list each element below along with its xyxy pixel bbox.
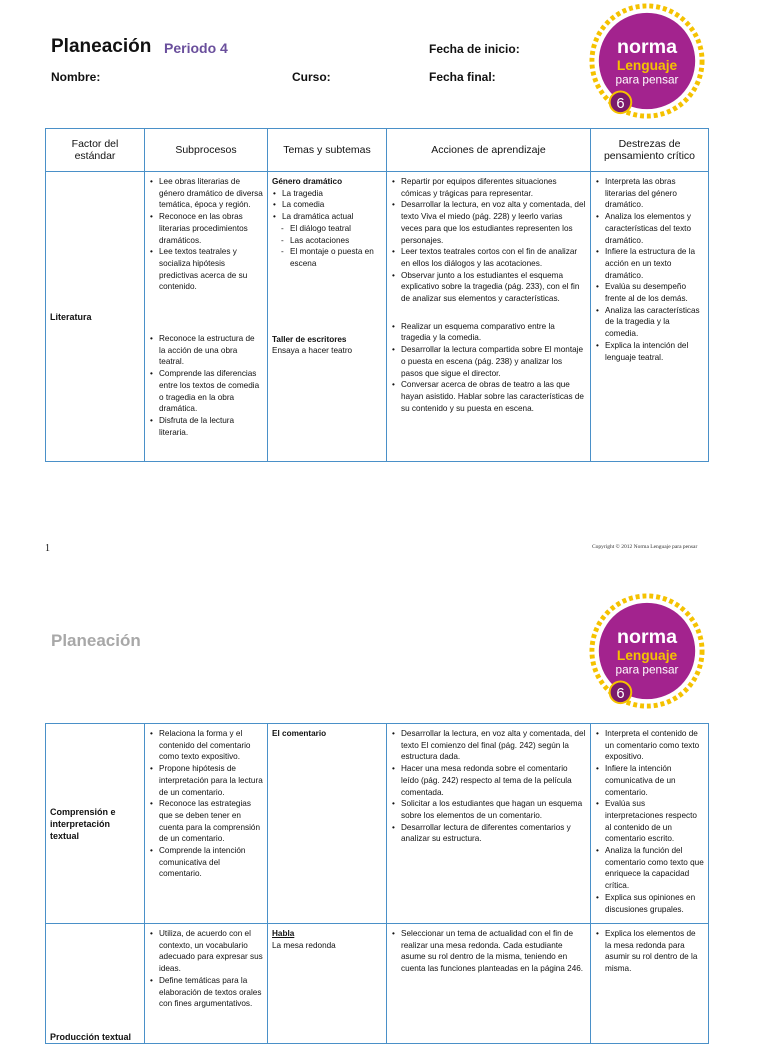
list-item: • Interpreta el contenido de un comentario como texto expositivo.: [605, 728, 704, 763]
list-item: • Propone hipótesis de interpretación para la lectura de un comentario.: [159, 763, 263, 798]
logo-line2-text: para pensar: [615, 72, 679, 87]
list-item: • Evalúa sus interpretaciones respecto al contenido de un comentario escrito.: [605, 798, 704, 845]
skills-cell: [591, 724, 709, 924]
brand-logo: [588, 592, 706, 715]
topic-text: Ensaya a hacer teatro: [272, 346, 353, 356]
logo-line1-text: Lenguaje: [616, 57, 678, 73]
factor-cell: Producción textual: [46, 924, 145, 1044]
list-item: • Hacer una mesa redonda sobre el comentario leído (pág. 242) respecto al tema de la película comentada.: [401, 763, 586, 798]
list-item: • Lee textos teatrales y socializa hipótesis predictivas acerca de su contenido.: [159, 246, 263, 293]
topic-title: Género dramático: [272, 177, 343, 186]
period-label: Periodo 4: [164, 40, 228, 56]
table-row: [46, 924, 709, 1044]
list-item: • Desarrollar lectura de diferentes comentarios y analizar su estructura.: [401, 822, 586, 845]
list-item: • Analiza las características de la tragedia y la comedia.: [605, 305, 704, 340]
list-item: • Observar junto a los estudiantes el esquema explicativo sobre la tragedia (pág. 233), con el fin de analizar sus elementos y características.: [401, 270, 586, 305]
list-item: - Las acotaciones: [290, 235, 382, 247]
list-item: • Lee obras literarias de género dramático de diversa temática, época y región.: [159, 176, 263, 211]
end-date-label: Fecha final:: [429, 70, 496, 84]
list-item: • Solicitar a los estudiantes que hagan un esquema sobre los elementos de un comentario.: [401, 798, 586, 821]
course-label: Curso:: [292, 70, 331, 84]
logo-line1-text: Lenguaje: [616, 647, 678, 663]
logo-grade-text: 6: [616, 686, 625, 703]
table-row: [46, 172, 709, 462]
page-title: Planeación: [51, 631, 141, 650]
list-item: • Relaciona la forma y el contenido del comentario como texto expositivo.: [159, 728, 263, 763]
brand-logo: [588, 2, 706, 125]
factor-cell: Literatura: [46, 172, 145, 462]
list-item: • Desarrollar la lectura, en voz alta y comentada, del texto Viva el miedo (pág. 228) y leerlo varias veces para que los estudiantes representen los personajes.: [401, 199, 586, 246]
col-header-subprocesses: Subprocesos: [145, 129, 268, 172]
list-item: • Explica la intención del lenguaje teatral.: [605, 340, 704, 363]
topics-cell: [268, 724, 387, 924]
actions-cell: [387, 724, 591, 924]
topics-cell: [268, 172, 387, 462]
list-item: • Leer textos teatrales cortos con el fin de analizar en ellos los diálogos y las acotaciones.: [401, 246, 586, 269]
planning-table: [45, 128, 709, 462]
list-item: • Infiere la estructura de la acción en un texto dramático.: [605, 246, 704, 281]
col-header-factor: Factor del estándar: [46, 129, 145, 172]
list-item: • Reconoce en las obras literarias procedimientos dramáticos.: [159, 211, 263, 246]
list-item: - El montaje o puesta en escena: [290, 246, 382, 269]
list-item: • Comprende la intención comunicativa del comentario.: [159, 845, 263, 880]
table-header-row: [46, 129, 709, 172]
logo-brand-text: norma: [616, 626, 678, 649]
factor-cell: Comprensión e interpretación textual: [46, 724, 145, 924]
topics-cell: [268, 924, 387, 1044]
start-date-label: Fecha de inicio:: [429, 42, 520, 56]
planning-table: [45, 723, 709, 1044]
actions-cell: [387, 924, 591, 1044]
list-item: • La comedia: [282, 199, 382, 211]
col-header-topics: Temas y subtemas: [268, 129, 387, 172]
list-item: • Repartir por equipos diferentes situaciones cómicas y trágicas para representar.: [401, 176, 586, 199]
list-item: • Explica sus opiniones en discusiones grupales.: [605, 892, 704, 915]
list-item: • Desarrollar la lectura compartida sobre El montaje o puesta en escena (pág. 238) y analizar los pasos que sigue el director.: [401, 344, 586, 379]
list-item: • Interpreta las obras literarias del género dramático.: [605, 176, 704, 211]
skills-cell: [591, 172, 709, 462]
list-item: • Reconoce las estrategias que se deben tener en cuenta para la comprensión de un comentario.: [159, 798, 263, 845]
list-item: • La dramática actual: [282, 211, 382, 223]
logo-grade-text: 6: [616, 96, 625, 113]
col-header-skills: Destrezas de pensamiento crítico: [591, 129, 709, 172]
logo-line2-text: para pensar: [615, 662, 679, 677]
list-item: • La tragedia: [282, 188, 382, 200]
list-item: • Disfruta de la lectura literaria.: [159, 415, 263, 438]
logo-brand-text: norma: [616, 36, 678, 59]
table-row: [46, 724, 709, 924]
list-item: • Reconoce la estructura de la acción de una obra teatral.: [159, 333, 263, 368]
list-item: • Infiere la intención comunicativa de un comentario.: [605, 763, 704, 798]
topic-title: El comentario: [272, 729, 327, 738]
topic-title: Taller de escritores: [272, 334, 347, 344]
skills-cell: [591, 924, 709, 1044]
page-title: Planeación: [51, 36, 152, 57]
topic-text: La mesa redonda: [272, 940, 336, 950]
list-item: • Analiza la función del comentario como texto que enriquece la capacidad crítica.: [605, 845, 704, 892]
copyright-text: Copyright © 2012 Norma Lenguaje para pensar: [592, 544, 698, 550]
list-item: • Analiza los elementos y características del texto dramático.: [605, 211, 704, 246]
list-item: • Conversar acerca de obras de teatro a las que hayan asistido. Hablar sobre las características de su contenido y su puesta en escena.: [401, 379, 586, 414]
list-item: • Realizar un esquema comparativo entre la tragedia y la comedia.: [401, 321, 586, 344]
list-item: • Evalúa su desempeño frente al de los demás.: [605, 281, 704, 304]
topic-title: Habla: [272, 929, 295, 938]
list-item: • Explica los elementos de la mesa redonda para asumir su rol dentro de la misma.: [605, 928, 704, 975]
subprocesses-cell: [145, 172, 268, 462]
list-item: • Utiliza, de acuerdo con el contexto, un vocabulario adecuado para expresar sus ideas.: [159, 928, 263, 975]
list-item: • Define temáticas para la elaboración de textos orales con fines argumentativos.: [159, 975, 263, 1010]
list-item: - El diálogo teatral: [290, 223, 382, 235]
list-item: • Comprende las diferencias entre los textos de comedia o tragedia en la obra dramática.: [159, 368, 263, 415]
list-item: • Desarrollar la lectura, en voz alta y comentada, del texto El comienzo del final (pág. 242) según la estructura dada.: [401, 728, 586, 763]
page-number: 1: [45, 543, 50, 554]
name-label: Nombre:: [51, 70, 101, 84]
list-item: • Seleccionar un tema de actualidad con el fin de realizar una mesa redonda. Cada estudiante asume su rol dentro de la misma, teniendo en cuenta las funciones planteadas en la página 246.: [401, 928, 586, 975]
subprocesses-cell: [145, 724, 268, 924]
col-header-actions: Acciones de aprendizaje: [387, 129, 591, 172]
actions-cell: [387, 172, 591, 462]
subprocesses-cell: [145, 924, 268, 1044]
